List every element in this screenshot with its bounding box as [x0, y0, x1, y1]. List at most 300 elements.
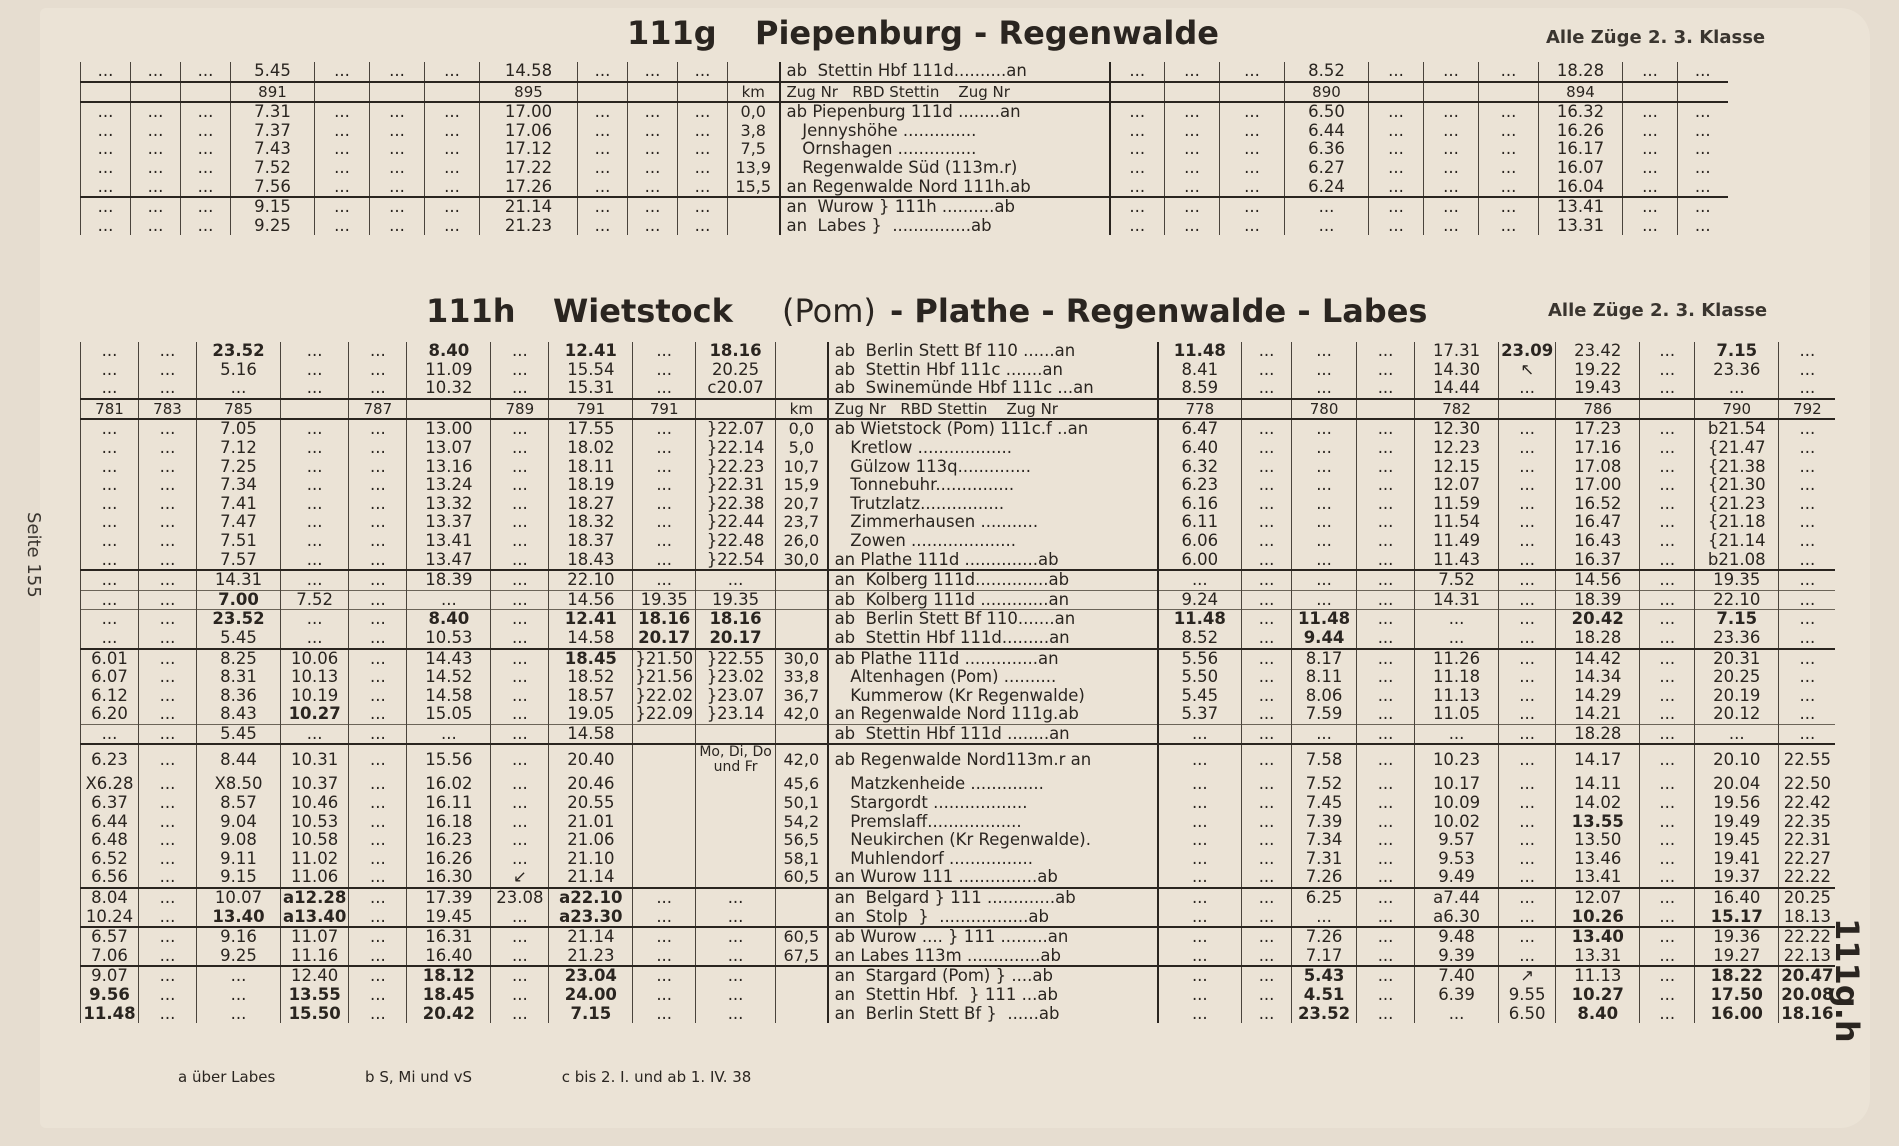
time-cell: ...: [1369, 122, 1424, 141]
time-cell: ...: [1499, 513, 1556, 532]
time-cell: ...: [81, 102, 131, 122]
time-cell: 15.54: [549, 361, 633, 380]
time-cell: ...: [1357, 590, 1415, 610]
station-cell: Muhlendorf ................: [828, 850, 1158, 869]
station-cell: ab Stettin Hbf 111d..........an: [780, 62, 1110, 82]
station-cell: an Berlin Stett Bf } ......ab: [828, 1005, 1158, 1024]
time-cell: ...: [1369, 62, 1424, 82]
time-cell: 16.18: [407, 813, 491, 832]
time-cell: 14.58: [549, 724, 633, 744]
time-cell: ...: [281, 532, 349, 551]
time-cell: ...: [491, 495, 549, 514]
time-cell: 12.41: [549, 610, 633, 629]
time-cell: 18.52: [549, 668, 633, 687]
time-cell: 6.00: [1158, 551, 1242, 571]
time-cell: }21.50: [633, 649, 696, 669]
time-cell: ...: [1640, 590, 1695, 610]
time-cell: ...: [1424, 217, 1479, 236]
time-cell: ...: [1357, 775, 1415, 794]
time-cell: ...: [1499, 629, 1556, 649]
time-cell: 789: [491, 399, 549, 420]
time-cell: 17.22: [480, 159, 578, 178]
time-cell: ...: [139, 831, 197, 850]
time-cell: 11.18: [1415, 668, 1499, 687]
time-cell: ...: [1499, 794, 1556, 813]
km-cell: [776, 610, 828, 629]
time-cell: 7.15: [1695, 342, 1779, 361]
table-row: [81, 122, 1728, 141]
time-cell: ...: [81, 197, 131, 217]
table-row: [81, 668, 1836, 687]
time-cell: ...: [491, 724, 549, 744]
time-cell: 14.42: [1556, 649, 1640, 669]
time-cell: ...: [633, 495, 696, 514]
time-cell: 9.55: [1499, 986, 1556, 1005]
time-cell: 13.31: [1556, 947, 1640, 967]
time-cell: 9.24: [1158, 590, 1242, 610]
time-cell: 7.12: [197, 439, 281, 458]
time-cell: ...: [1357, 419, 1415, 439]
time-cell: 10.07: [197, 888, 281, 908]
time-cell: ↖: [1499, 361, 1556, 380]
time-cell: ...: [1110, 178, 1165, 198]
time-cell: ...: [1779, 570, 1836, 590]
time-cell: ...: [491, 476, 549, 495]
time-cell: ...: [281, 419, 349, 439]
time-cell: [628, 82, 678, 103]
time-cell: 12.23: [1415, 439, 1499, 458]
time-cell: ...: [1499, 947, 1556, 967]
time-cell: ...: [696, 927, 776, 947]
time-cell: 11.07: [281, 927, 349, 947]
time-cell: ...: [628, 122, 678, 141]
time-cell: 10.58: [281, 831, 349, 850]
time-cell: ...: [1479, 217, 1539, 236]
time-cell: 783: [139, 399, 197, 420]
time-cell: ...: [1623, 159, 1678, 178]
time-cell: ...: [1242, 1005, 1292, 1024]
time-cell: ...: [1640, 629, 1695, 649]
station-cell: ab Berlin Stett Bf 110.......an: [828, 610, 1158, 629]
time-cell: ...: [349, 868, 407, 888]
time-cell: 16.00: [1695, 1005, 1779, 1024]
time-cell: 18.43: [549, 551, 633, 571]
time-cell: 6.36: [1285, 140, 1369, 159]
time-cell: ...: [281, 570, 349, 590]
time-cell: ...: [425, 178, 480, 198]
time-cell: ...: [1357, 551, 1415, 571]
time-cell: ...: [425, 159, 480, 178]
time-cell: 18.28: [1539, 62, 1623, 82]
km-cell: 54,2: [776, 813, 828, 832]
time-cell: 6.07: [81, 668, 139, 687]
time-cell: ...: [281, 379, 349, 399]
time-cell: ...: [1640, 551, 1695, 571]
time-cell: 16.43: [1556, 532, 1640, 551]
time-cell: 5.45: [197, 724, 281, 744]
time-cell: ...: [1357, 439, 1415, 458]
time-cell: ...: [139, 986, 197, 1005]
time-cell: 6.11: [1158, 513, 1242, 532]
time-cell: ...: [1640, 927, 1695, 947]
time-cell: ...: [1357, 724, 1415, 744]
time-cell: }22.55: [696, 649, 776, 669]
time-cell: 21.23: [480, 217, 578, 236]
time-cell: ...: [1220, 122, 1285, 141]
time-cell: ...: [633, 551, 696, 571]
time-cell: 6.23: [81, 744, 139, 775]
time-cell: ...: [81, 590, 139, 610]
footnote-c: c bis 2. I. und ab 1. IV. 38: [561, 1068, 752, 1086]
table-row: [81, 178, 1728, 198]
time-cell: 8.17: [1292, 649, 1357, 669]
time-cell: ...: [1479, 159, 1539, 178]
time-cell: 22.13: [1779, 947, 1836, 967]
time-cell: ...: [349, 986, 407, 1005]
time-cell: ...: [1779, 361, 1836, 380]
km-cell: 36,7: [776, 687, 828, 706]
time-cell: ...: [315, 197, 370, 217]
time-cell: [1623, 82, 1678, 103]
time-cell: 9.15: [231, 197, 315, 217]
time-cell: ...: [349, 813, 407, 832]
time-cell: ...: [1242, 794, 1292, 813]
time-cell: ...: [1220, 197, 1285, 217]
time-cell: ...: [349, 361, 407, 380]
time-cell: ...: [139, 1005, 197, 1024]
time-cell: 18.39: [1556, 590, 1640, 610]
time-cell: 13.47: [407, 551, 491, 571]
time-cell: 12.07: [1556, 888, 1640, 908]
time-cell: ...: [1779, 668, 1836, 687]
time-cell: ...: [678, 217, 728, 236]
time-cell: ...: [81, 551, 139, 571]
time-cell: 18.22: [1695, 966, 1779, 986]
time-cell: ...: [1678, 62, 1728, 82]
time-cell: 18.45: [407, 986, 491, 1005]
time-cell: 21.01: [549, 813, 633, 832]
table-row: [81, 62, 1728, 82]
station-cell: an Stettin Hbf. } 111 ...ab: [828, 986, 1158, 1005]
station-cell: ab Berlin Stett Bf 110 ......an: [828, 342, 1158, 361]
time-cell: [633, 868, 696, 888]
time-cell: ...: [425, 62, 480, 82]
time-cell: ...: [633, 513, 696, 532]
time-cell: ...: [81, 178, 131, 198]
time-cell: ...: [1369, 102, 1424, 122]
time-cell: ...: [1158, 813, 1242, 832]
time-cell: 7.52: [231, 159, 315, 178]
time-cell: 8.43: [197, 705, 281, 724]
time-cell: ...: [1242, 570, 1292, 590]
time-cell: [696, 724, 776, 744]
time-cell: ...: [1779, 724, 1836, 744]
time-cell: [1499, 399, 1556, 420]
time-cell: ...: [281, 495, 349, 514]
time-cell: 23.36: [1695, 629, 1779, 649]
time-cell: ...: [678, 122, 728, 141]
time-cell: {21.23: [1695, 495, 1779, 514]
time-cell: ...: [1499, 610, 1556, 629]
time-cell: }22.38: [696, 495, 776, 514]
time-cell: 10.31: [281, 744, 349, 775]
time-cell: ...: [1292, 495, 1357, 514]
time-cell: ...: [349, 1005, 407, 1024]
time-cell: 14.56: [1556, 570, 1640, 590]
time-cell: ...: [1242, 610, 1292, 629]
time-cell: ...: [1779, 551, 1836, 571]
time-cell: 18.19: [549, 476, 633, 495]
time-cell: ...: [491, 439, 549, 458]
km-cell: 3,8: [728, 122, 780, 141]
time-cell: ...: [1357, 532, 1415, 551]
time-cell: 17.16: [1556, 439, 1640, 458]
time-cell: 16.40: [407, 947, 491, 967]
time-cell: 7.51: [197, 532, 281, 551]
time-cell: ...: [349, 610, 407, 629]
time-cell: ...: [633, 966, 696, 986]
time-cell: ...: [139, 495, 197, 514]
time-cell: ...: [578, 62, 628, 82]
time-cell: ...: [491, 813, 549, 832]
time-cell: ...: [131, 62, 181, 82]
time-cell: ...: [1640, 649, 1695, 669]
time-cell: ...: [1479, 102, 1539, 122]
time-cell: ...: [633, 458, 696, 477]
time-cell: 20.31: [1695, 649, 1779, 669]
time-cell: 19.35: [1695, 570, 1779, 590]
time-cell: ...: [1242, 813, 1292, 832]
time-cell: 11.06: [281, 868, 349, 888]
time-cell: ...: [578, 197, 628, 217]
km-cell: [776, 361, 828, 380]
page-number-label: Seite 155: [23, 512, 44, 598]
time-cell: ...: [1292, 476, 1357, 495]
time-cell: ...: [139, 927, 197, 947]
table-row: [81, 986, 1836, 1005]
time-cell: 20.25: [1695, 668, 1779, 687]
time-cell: ...: [678, 140, 728, 159]
time-cell: 13.31: [1539, 217, 1623, 236]
time-cell: ...: [696, 908, 776, 928]
time-cell: }21.56: [633, 668, 696, 687]
time-cell: 18.39: [407, 570, 491, 590]
time-cell: 6.56: [81, 868, 139, 888]
time-cell: 19.56: [1695, 794, 1779, 813]
time-cell: ...: [1640, 794, 1695, 813]
time-cell: ...: [1242, 439, 1292, 458]
time-cell: 8.36: [197, 687, 281, 706]
time-cell: ...: [1424, 140, 1479, 159]
km-cell: 20,7: [776, 495, 828, 514]
km-cell: 7,5: [728, 140, 780, 159]
time-cell: ...: [1479, 122, 1539, 141]
table-row: [81, 361, 1836, 380]
time-cell: 18.32: [549, 513, 633, 532]
time-cell: 786: [1556, 399, 1640, 420]
time-cell: ...: [1369, 217, 1424, 236]
time-cell: 16.17: [1539, 140, 1623, 159]
km-cell: [776, 1005, 828, 1024]
time-cell: ...: [349, 458, 407, 477]
time-cell: ...: [139, 439, 197, 458]
time-cell: ...: [349, 850, 407, 869]
time-cell: 19.49: [1695, 813, 1779, 832]
time-cell: 17.39: [407, 888, 491, 908]
time-cell: 11.13: [1556, 966, 1640, 986]
time-cell: 19.05: [549, 705, 633, 724]
station-cell: an Kolberg 111d..............ab: [828, 570, 1158, 590]
km-cell: 45,6: [776, 775, 828, 794]
time-cell: 9.15: [197, 868, 281, 888]
time-cell: ...: [139, 419, 197, 439]
time-cell: ...: [349, 705, 407, 724]
time-cell: 19.35: [633, 590, 696, 610]
time-cell: ...: [1640, 744, 1695, 775]
time-cell: ...: [1640, 966, 1695, 986]
time-cell: 5.45: [231, 62, 315, 82]
time-cell: ...: [1220, 178, 1285, 198]
time-cell: ...: [1424, 197, 1479, 217]
time-cell: ...: [1357, 342, 1415, 361]
time-cell: ...: [1640, 724, 1695, 744]
time-cell: ...: [1479, 140, 1539, 159]
time-cell: 8.11: [1292, 668, 1357, 687]
time-cell: ...: [1499, 850, 1556, 869]
time-cell: 9.25: [231, 217, 315, 236]
t1-grid: [80, 62, 1728, 235]
time-cell: ...: [1640, 361, 1695, 380]
table-row: [81, 159, 1728, 178]
time-cell: ...: [349, 744, 407, 775]
time-cell: ...: [1499, 439, 1556, 458]
time-cell: [633, 850, 696, 869]
time-cell: ...: [1678, 159, 1728, 178]
time-cell: ...: [181, 102, 231, 122]
time-cell: ...: [1357, 794, 1415, 813]
station-cell: an Regenwalde Nord 111g.ab: [828, 705, 1158, 724]
time-cell: 890: [1285, 82, 1369, 103]
time-cell: ...: [491, 610, 549, 629]
time-cell: [633, 794, 696, 813]
time-cell: 6.23: [1158, 476, 1242, 495]
time-cell: ...: [349, 775, 407, 794]
time-cell: ...: [1357, 831, 1415, 850]
time-cell: 8.06: [1292, 687, 1357, 706]
time-cell: ...: [81, 610, 139, 629]
time-cell: ...: [139, 724, 197, 744]
time-cell: ...: [1779, 649, 1836, 669]
time-cell: ...: [1242, 419, 1292, 439]
time-cell: ...: [1499, 649, 1556, 669]
time-cell: }22.54: [696, 551, 776, 571]
time-cell: 13.55: [1556, 813, 1640, 832]
time-cell: ...: [1369, 140, 1424, 159]
time-cell: ...: [696, 986, 776, 1005]
km-cell: [776, 986, 828, 1005]
table-row: [81, 513, 1836, 532]
time-cell: ...: [1110, 140, 1165, 159]
station-cell: ab Kolberg 111d .............an: [828, 590, 1158, 610]
time-cell: ...: [425, 197, 480, 217]
time-cell: 17.00: [1556, 476, 1640, 495]
time-cell: ...: [1499, 458, 1556, 477]
table-index-label: 111g.h: [1828, 918, 1866, 1043]
time-cell: ...: [491, 1005, 549, 1024]
time-cell: ...: [1640, 570, 1695, 590]
time-cell: 18.27: [549, 495, 633, 514]
table-row: [81, 927, 1836, 947]
time-cell: 16.04: [1539, 178, 1623, 198]
time-cell: 15.50: [281, 1005, 349, 1024]
time-cell: ...: [633, 1005, 696, 1024]
time-cell: X8.50: [197, 775, 281, 794]
time-cell: 21.06: [549, 831, 633, 850]
time-cell: {21.38: [1695, 458, 1779, 477]
time-cell: ...: [1110, 62, 1165, 82]
time-cell: ...: [1242, 831, 1292, 850]
time-cell: ...: [1357, 513, 1415, 532]
time-cell: 16.07: [1539, 159, 1623, 178]
time-cell: ...: [628, 102, 678, 122]
time-cell: ...: [1640, 705, 1695, 724]
station-cell: Zug Nr RBD Stettin Zug Nr: [828, 399, 1158, 420]
time-cell: ...: [181, 122, 231, 141]
time-cell: 20.46: [549, 775, 633, 794]
time-cell: 5.16: [197, 361, 281, 380]
time-cell: [1369, 82, 1424, 103]
time-cell: 10.24: [81, 908, 139, 928]
time-cell: ...: [1242, 513, 1292, 532]
time-cell: ...: [1678, 217, 1728, 236]
time-cell: ...: [1158, 888, 1242, 908]
t2-route-b: (Pom): [782, 292, 876, 330]
time-cell: ...: [1158, 868, 1242, 888]
time-cell: b21.54: [1695, 419, 1779, 439]
time-cell: ...: [81, 629, 139, 649]
time-cell: [633, 775, 696, 794]
time-cell: 6.27: [1285, 159, 1369, 178]
time-cell: ...: [633, 439, 696, 458]
km-cell: 0,0: [776, 419, 828, 439]
time-cell: ...: [1292, 724, 1357, 744]
time-cell: ...: [1110, 197, 1165, 217]
time-cell: ...: [1623, 122, 1678, 141]
time-cell: ...: [1292, 908, 1357, 928]
km-cell: 30,0: [776, 649, 828, 669]
time-cell: ...: [1695, 724, 1779, 744]
time-cell: 8.59: [1158, 379, 1242, 399]
time-cell: ...: [81, 532, 139, 551]
time-cell: ...: [349, 419, 407, 439]
time-cell: 16.40: [1695, 888, 1779, 908]
time-cell: ...: [1499, 379, 1556, 399]
time-cell: ...: [81, 724, 139, 744]
time-cell: ...: [281, 513, 349, 532]
time-cell: ...: [81, 342, 139, 361]
time-cell: ...: [696, 570, 776, 590]
time-cell: ...: [1640, 687, 1695, 706]
time-cell: 13.50: [1556, 831, 1640, 850]
time-cell: ...: [315, 122, 370, 141]
time-cell: ...: [281, 476, 349, 495]
time-cell: 18.16: [696, 342, 776, 361]
km-cell: [776, 724, 828, 744]
time-cell: 9.53: [1415, 850, 1499, 869]
time-cell: 9.16: [197, 927, 281, 947]
time-cell: ...: [491, 419, 549, 439]
time-cell: ...: [578, 102, 628, 122]
